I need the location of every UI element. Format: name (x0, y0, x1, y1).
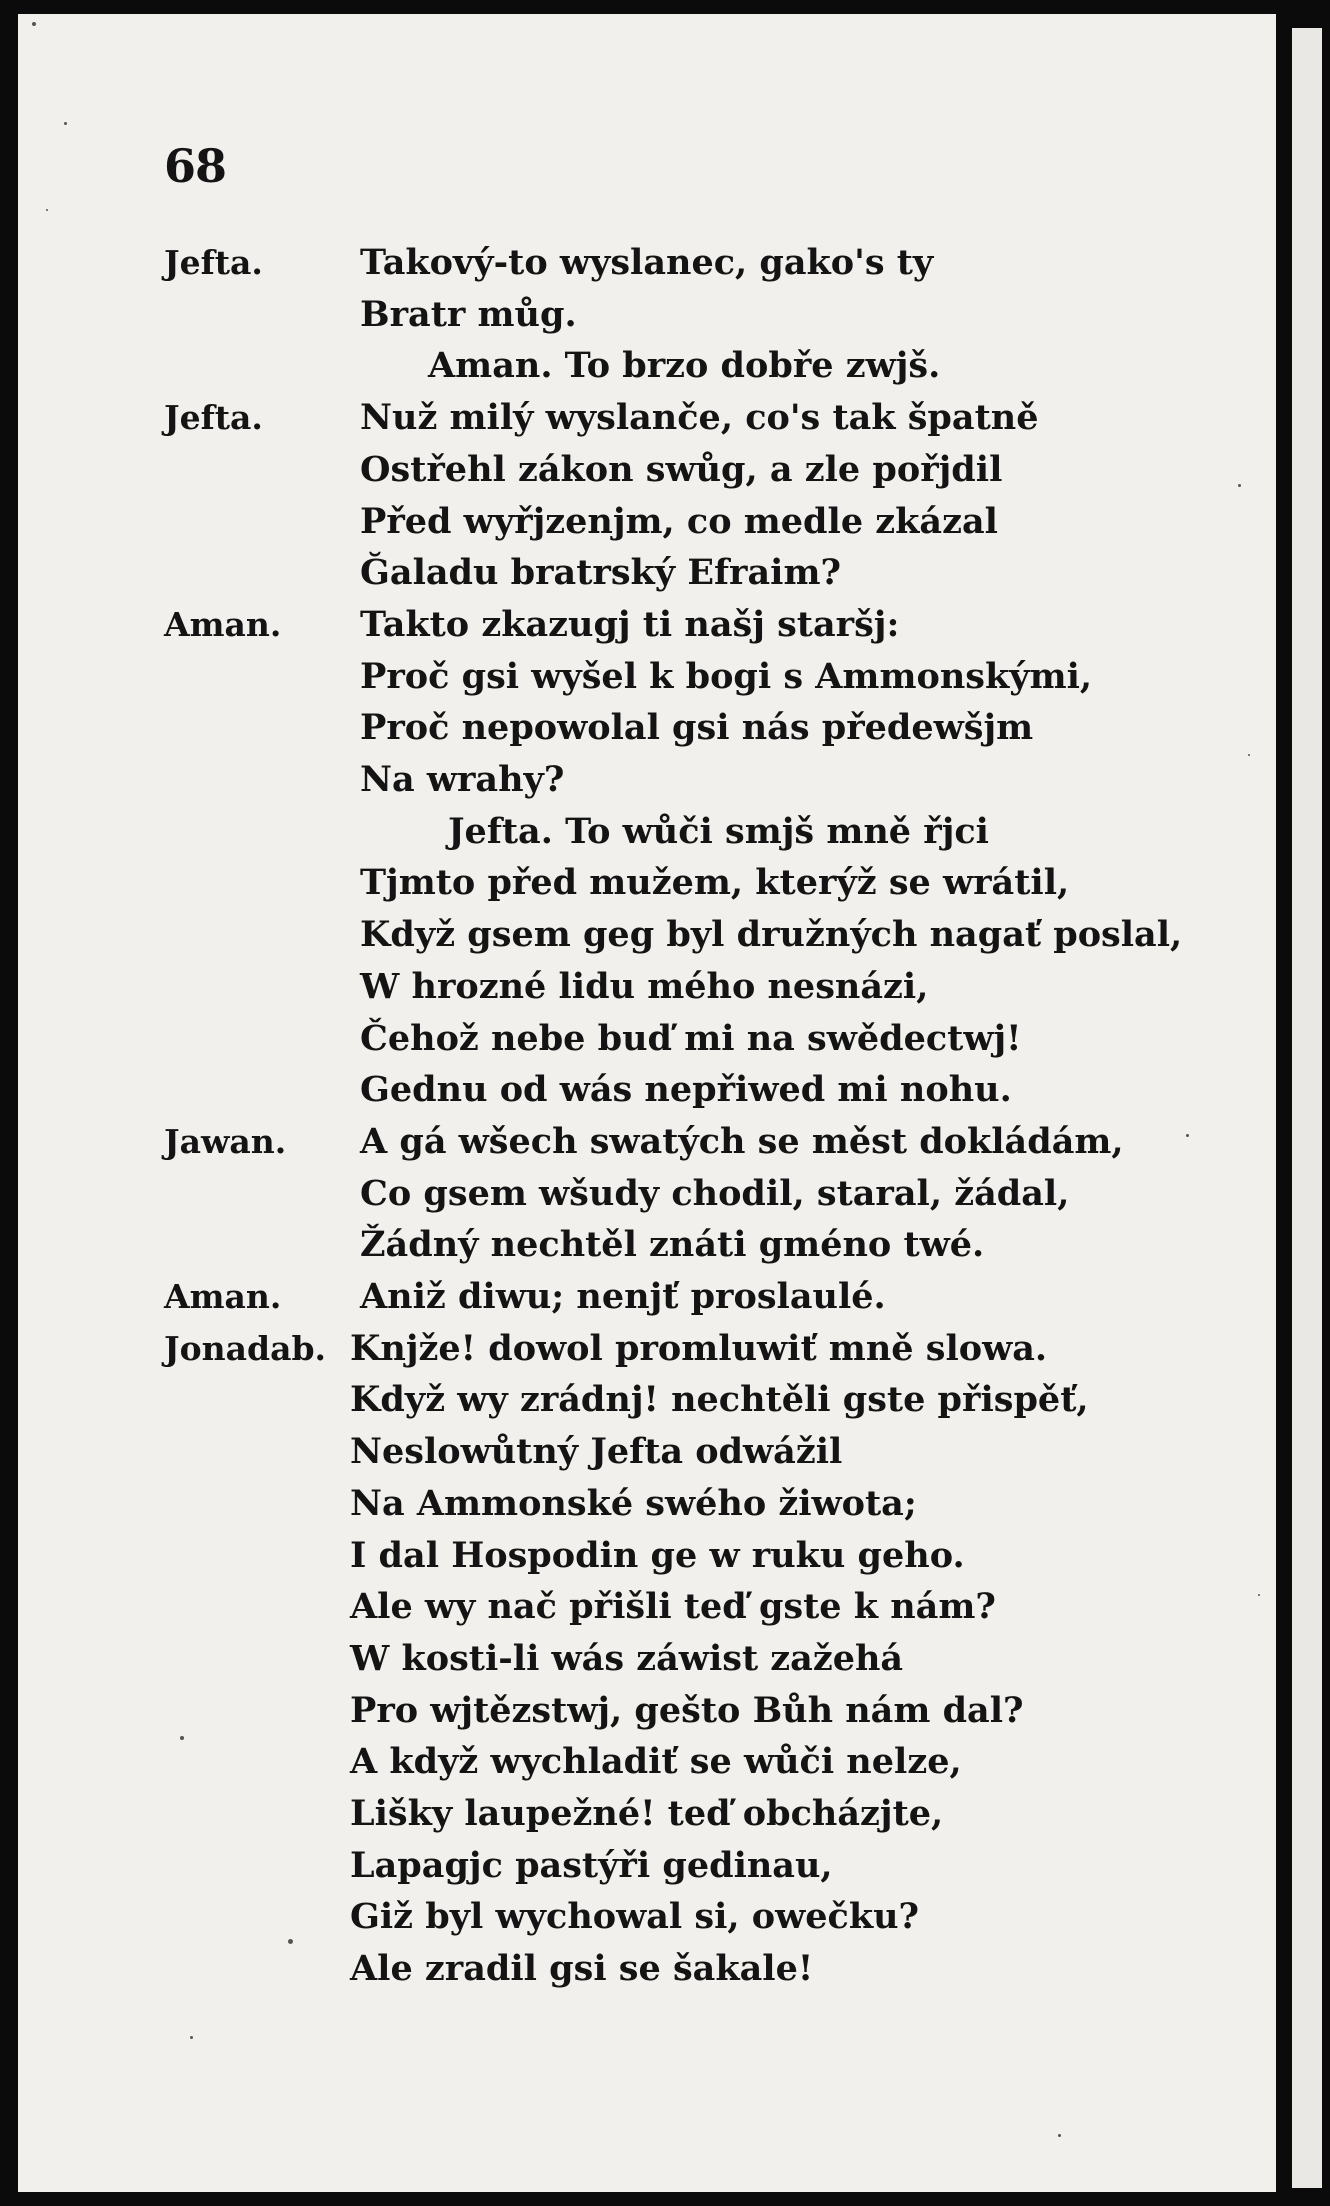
book-page (18, 14, 1276, 2192)
verse-line: Aman. To brzo dobře zwjš. (428, 345, 941, 386)
verse-line: Ostřehl zákon swůg, a zle pořjdil (360, 449, 1003, 490)
speaker-label: Aman. (164, 1277, 282, 1316)
verse-line: A když wychladiť se wůči nelze, (350, 1741, 962, 1782)
scan-speck (32, 22, 36, 26)
verse-line: W kosti-li wás záwist zažehá (350, 1638, 904, 1679)
verse-line: Takto zkazugj ti našj staršj: (360, 604, 900, 645)
scan-speck (1058, 2134, 1061, 2137)
verse-line: Lapagjc pastýři gedinau, (350, 1845, 833, 1886)
verse-line: Když gsem geg byl družných nagať poslal, (360, 914, 1183, 955)
scan-speck (288, 1939, 293, 1944)
verse-line: I dal Hospodin ge w ruku geho. (350, 1535, 965, 1576)
verse-line: Lišky laupežné! teď obcházjte, (350, 1793, 944, 1834)
verse-line: Proč gsi wyšel k bogi s Ammonskými, (360, 656, 1093, 697)
speaker-label: Jefta. (164, 398, 263, 437)
verse-line: Čehož nebe buď mi na swědectwj! (360, 1018, 1022, 1059)
scan-speck (190, 2036, 193, 2039)
verse-line: Žádný nechtěl znáti gméno twé. (360, 1224, 985, 1265)
verse-line: Co gsem wšudy chodil, staral, žádal, (360, 1173, 1070, 1214)
verse-line: Pro wjtězstwj, gešto Bůh nám dal? (350, 1690, 1024, 1731)
facing-page-edge (1292, 28, 1322, 2188)
scan-speck (1258, 1594, 1260, 1596)
verse-line: Ale zradil gsi se šakale! (350, 1948, 814, 1989)
verse-line: Ale wy nač přišli teď gste k nám? (350, 1586, 996, 1627)
verse-line: Jefta. To wůči smjš mně řjci (448, 811, 989, 852)
verse-line: Giž byl wychowal si, owečku? (350, 1896, 920, 1937)
scan-speck (64, 122, 67, 125)
verse-line: W hrozné lidu mého nesnázi, (360, 966, 929, 1007)
verse-line: Neslowůtný Jefta odwážil (350, 1431, 843, 1472)
page-number: 68 (164, 139, 227, 193)
verse-line: Aniž diwu; nenjť proslaulé. (360, 1276, 886, 1317)
verse-line: A gá wšech swatých se měst dokládám, (360, 1121, 1124, 1162)
scan-speck (1238, 484, 1241, 487)
verse-line: Proč nepowolal gsi nás předewšjm (360, 707, 1034, 748)
verse-line: Na wrahy? (360, 759, 565, 800)
speaker-label: Jefta. (164, 243, 263, 282)
verse-line: Ğaladu bratrský Efraim? (360, 552, 842, 593)
speaker-label: Aman. (164, 605, 282, 644)
scan-speck (46, 209, 48, 211)
verse-line: Na Ammonské swého žiwota; (350, 1483, 917, 1524)
verse-line: Knjže! dowol promluwiť mně slowa. (350, 1328, 1048, 1369)
scan-speck (180, 1736, 184, 1740)
speaker-label: Jonadab. (164, 1329, 327, 1368)
scan-speck (1186, 1134, 1189, 1137)
verse-line: Před wyřjzenjm, co medle zkázal (360, 501, 998, 542)
verse-line: Když wy zrádnj! nechtěli gste přispěť, (350, 1379, 1089, 1420)
verse-line: Nuž milý wyslanče, co's tak špatně (360, 397, 1039, 438)
verse-line: Takový-to wyslanec, gako's ty (360, 242, 934, 283)
speaker-label: Jawan. (164, 1122, 287, 1161)
verse-line: Tjmto před mužem, kterýž se wrátil, (360, 862, 1070, 903)
scan-speck (1248, 754, 1250, 756)
verse-line: Bratr můg. (360, 294, 577, 335)
verse-line: Gednu od wás nepřiwed mi nohu. (360, 1069, 1012, 1110)
